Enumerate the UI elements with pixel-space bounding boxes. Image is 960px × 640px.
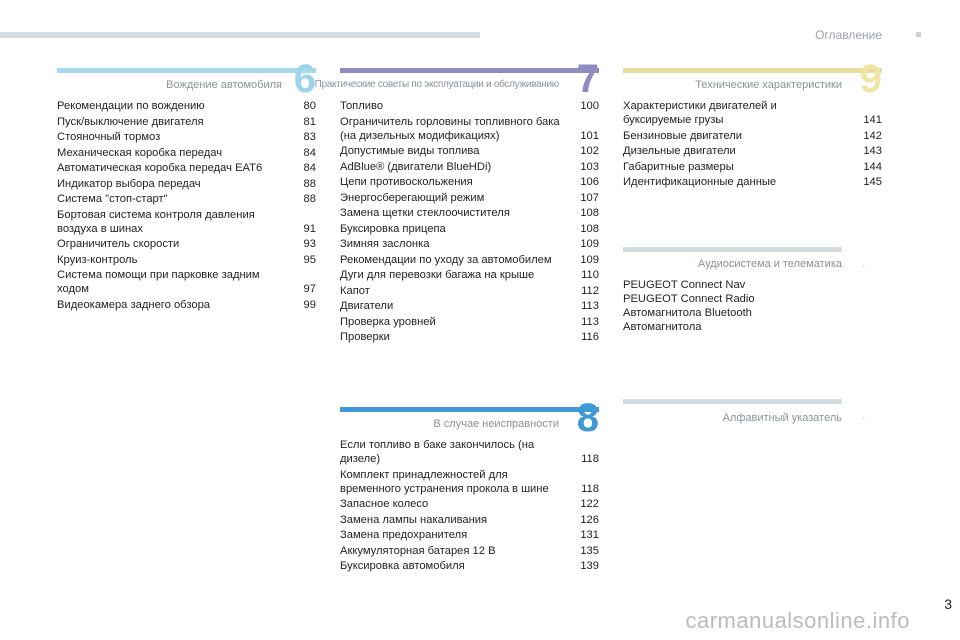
toc-entry-page: 113 xyxy=(581,315,599,328)
toc-entry-title: Система "стоп-старт" xyxy=(57,193,168,205)
section-index xyxy=(623,399,842,430)
toc-entry-page: 95 xyxy=(303,253,316,266)
toc-entry-page: 143 xyxy=(863,145,882,157)
toc-entry-title: Бензиновые двигатели xyxy=(623,129,742,142)
header-bar xyxy=(0,32,480,38)
toc-entry[interactable] xyxy=(340,438,599,468)
toc-entry[interactable] xyxy=(340,268,599,284)
toc-entry-title: Капот xyxy=(340,284,370,297)
toc-entry[interactable] xyxy=(57,130,316,146)
toc-entry[interactable] xyxy=(340,468,599,498)
section-number: 8 xyxy=(576,396,599,440)
toc-entry-page: 122 xyxy=(580,498,599,510)
toc-entry-title: Буксировка автомобиля xyxy=(340,560,465,572)
toc-entry-title: Зимняя заслонка xyxy=(340,238,430,250)
toc-entry[interactable] xyxy=(57,192,316,208)
section-number: . xyxy=(862,408,866,422)
toc-entry-title: Стояночный тормоз xyxy=(57,131,161,143)
toc-entry-title: Топливо xyxy=(340,100,384,112)
toc-entry-title: Буксировка прицепа xyxy=(340,222,446,235)
section-specs xyxy=(623,57,882,191)
toc-entry[interactable] xyxy=(340,315,599,331)
toc-entry-page: 101 xyxy=(580,129,599,142)
toc-entry-page: 84 xyxy=(303,162,316,174)
toc-entry-title: Замена лампы накаливания xyxy=(340,513,488,526)
toc-entry-title: Комплект принадлежностей для временного устранения прокола в шине xyxy=(340,468,549,495)
section-number: 6 xyxy=(293,57,316,101)
toc-entry[interactable] xyxy=(340,222,599,238)
toc-entry[interactable] xyxy=(340,191,599,207)
toc-entry[interactable] xyxy=(623,99,882,129)
toc-entry[interactable] xyxy=(340,115,599,145)
section-title: Вождение автомобиля xyxy=(166,79,282,91)
toc-entry-title: Механическая коробка передач xyxy=(57,146,223,159)
toc-entry-page: 91 xyxy=(303,222,316,235)
toc-entry-page: 81 xyxy=(303,115,316,128)
toc-list xyxy=(340,438,599,575)
toc-entry-page: 145 xyxy=(863,176,882,188)
toc-entry[interactable] xyxy=(57,177,316,193)
audio-item: Автомагнитола Bluetooth xyxy=(623,307,752,319)
toc-entry-page: 80 xyxy=(303,100,316,112)
toc-entry-page: 110 xyxy=(581,269,599,281)
toc-entry-page: 108 xyxy=(580,207,599,219)
toc-entry-page: 88 xyxy=(303,193,316,205)
toc-entry-title: Допустимые виды топлива xyxy=(340,145,480,157)
toc-entry[interactable] xyxy=(623,144,882,160)
toc-entry-title: Пуск/выключение двигателя xyxy=(57,115,204,128)
toc-entry-page: 112 xyxy=(581,284,599,297)
toc-entry-page: 144 xyxy=(863,160,882,173)
toc-entry[interactable] xyxy=(340,160,599,176)
toc-entry-title: Идентификационные данные xyxy=(623,176,777,188)
section-breakdown xyxy=(340,396,599,575)
toc-entry-title: Если топливо в баке закончилось (на дизеле) xyxy=(340,439,535,465)
toc-entry[interactable] xyxy=(623,175,882,191)
section-maintenance xyxy=(314,57,599,346)
toc-entry-title: Габаритные размеры xyxy=(623,160,734,173)
toc-entry-title: Видеокамера заднего обзора xyxy=(57,298,211,311)
section-number: . xyxy=(862,256,866,270)
toc-entry[interactable] xyxy=(340,175,599,191)
toc-entry-page: 102 xyxy=(580,145,599,157)
section-driving xyxy=(57,57,316,313)
toc-entry[interactable] xyxy=(340,206,599,222)
toc-entry-title: Характеристики двигателей и буксируемые грузы xyxy=(623,100,777,126)
toc-list xyxy=(623,99,882,191)
toc-entry[interactable] xyxy=(57,146,316,162)
toc-entry[interactable] xyxy=(340,144,599,160)
toc-entry-title: Двигатели xyxy=(340,300,394,312)
toc-entry[interactable] xyxy=(623,160,882,176)
page-number: 3 xyxy=(944,596,952,612)
section-title: Технические характеристики xyxy=(695,79,842,91)
toc-entry-page: 100 xyxy=(580,100,599,112)
toc-entry-title: Проверка уровней xyxy=(340,315,436,328)
toc-entry-page: 103 xyxy=(580,160,599,173)
toc-entry-page: 142 xyxy=(863,129,882,142)
toc-entry-page: 126 xyxy=(580,513,599,526)
toc-entry-title: Замена предохранителя xyxy=(340,529,468,541)
section-title: В случае неисправности xyxy=(433,418,559,430)
toc-entry-page: 139 xyxy=(580,560,599,572)
toc-entry-title: Ограничитель скорости xyxy=(57,238,180,250)
toc-entry-page: 135 xyxy=(580,544,599,557)
toc-entry-page: 99 xyxy=(303,298,316,311)
toc-entry-title: Запасное колесо xyxy=(340,498,429,510)
toc-entry[interactable] xyxy=(340,559,599,575)
toc-entry-title: Аккумуляторная батарея 12 В xyxy=(340,544,496,557)
toc-entry-page: 141 xyxy=(863,114,882,126)
toc-entry-page: 116 xyxy=(581,331,599,343)
toc-entry[interactable] xyxy=(57,268,316,298)
toc-entry[interactable] xyxy=(623,129,882,145)
toc-entry[interactable] xyxy=(340,528,599,544)
toc-entry[interactable] xyxy=(340,513,599,529)
toc-entry-page: 106 xyxy=(580,176,599,188)
toc-entry-page: 113 xyxy=(581,300,599,312)
audio-list xyxy=(623,278,842,334)
toc-entry-page: 107 xyxy=(580,191,599,204)
toc-list xyxy=(340,99,599,346)
toc-entry-title: Цепи противоскольжения xyxy=(340,176,473,188)
section-title: Практические советы по эксплуатации и обслуживанию xyxy=(314,79,559,90)
toc-entry-title: Система помощи при парковке задним ходом xyxy=(57,269,260,295)
toc-entry[interactable] xyxy=(57,115,316,131)
toc-entry-title: Ограничитель горловины топливного бака (на дизельных модификациях) xyxy=(340,115,560,142)
toc-entry[interactable] xyxy=(340,237,599,253)
audio-item: PEUGEOT Connect Radio xyxy=(623,293,755,305)
toc-entry-page: 108 xyxy=(580,222,599,235)
toc-entry-page: 97 xyxy=(303,283,316,295)
toc-entry-page: 109 xyxy=(580,238,599,250)
toc-entry-title: Автоматическая коробка передач EAT6 xyxy=(57,162,263,174)
toc-entry[interactable] xyxy=(340,299,599,315)
toc-entry[interactable] xyxy=(340,284,599,300)
toc-entry[interactable] xyxy=(340,253,599,269)
toc-entry[interactable] xyxy=(340,497,599,513)
toc-entry-page: 109 xyxy=(580,253,599,266)
toc-entry-title: Рекомендации по вождению xyxy=(57,100,205,112)
toc-entry-title: Проверки xyxy=(340,331,390,343)
toc-entry-page: 83 xyxy=(303,131,316,143)
toc-entry-title: Индикатор выбора передач xyxy=(57,177,201,190)
toc-entry-title: Бортовая система контроля давления воздуха в шинах xyxy=(57,208,255,235)
section-audio xyxy=(623,247,842,334)
toc-entry[interactable] xyxy=(340,330,599,346)
toc-entry[interactable] xyxy=(57,208,316,238)
toc-entry-title: Энергосберегающий режим xyxy=(340,191,485,204)
toc-entry[interactable] xyxy=(57,237,316,253)
section-title: Аудиосистема и телематика xyxy=(697,258,842,270)
footer xyxy=(0,596,960,636)
toc-entry-page: 131 xyxy=(580,529,599,541)
toc-entry-title: Дизельные двигатели xyxy=(623,145,736,157)
toc-entry[interactable] xyxy=(340,99,599,115)
toc-entry-page: 84 xyxy=(303,146,316,159)
toc-entry-title: Замена щетки стеклоочистителя xyxy=(340,207,510,219)
header-marker xyxy=(916,32,921,37)
page-title: Оглавление xyxy=(815,28,882,42)
toc-entry[interactable] xyxy=(57,161,316,177)
toc-entry-page: 88 xyxy=(303,177,316,190)
toc-entry-page: 93 xyxy=(303,238,316,250)
toc-entry-title: AdBlue® (двигатели BlueHDi) xyxy=(340,160,492,173)
toc-entry-page: 118 xyxy=(581,453,599,465)
section-number: 9 xyxy=(859,57,882,101)
toc-list xyxy=(57,99,316,313)
toc-entry[interactable] xyxy=(57,99,316,115)
toc-entry-title: Круиз-контроль xyxy=(57,253,138,266)
toc-entry[interactable] xyxy=(57,253,316,269)
watermark: carmanualsonline.info xyxy=(685,608,910,633)
toc-entry[interactable] xyxy=(340,544,599,560)
toc-entry-title: Дуги для перевозки багажа на крыше xyxy=(340,269,535,281)
audio-item: Автомагнитола xyxy=(623,321,702,333)
audio-item: PEUGEOT Connect Nav xyxy=(623,279,746,291)
toc-entry[interactable] xyxy=(57,298,316,314)
toc-entry-page: 118 xyxy=(581,482,599,495)
section-title: Алфавитный указатель xyxy=(722,412,842,424)
section-number: 7 xyxy=(576,57,599,101)
toc-entry-title: Рекомендации по уходу за автомобилем xyxy=(340,253,552,266)
